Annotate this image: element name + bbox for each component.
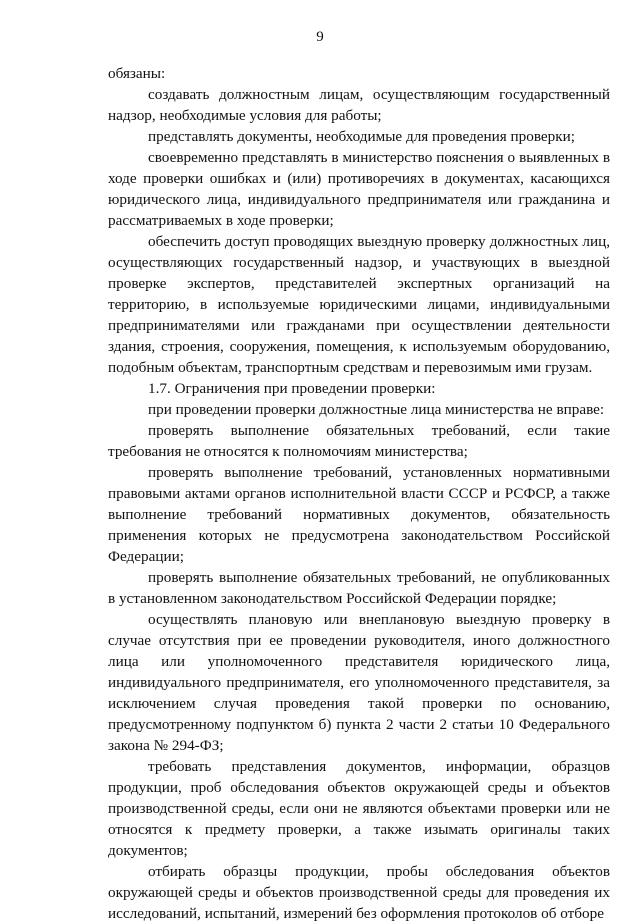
paragraph: проверять выполнение требований, установленных нормативными правовыми актами органов исполнительной власти СССР и РСФСР, а также выполнение требований нормативных документов, обязательность применения которых не предусмотрена законодательством Российской Федерации; [108,464,610,565]
paragraph: требовать представления документов, информации, образцов продукции, проб обследования объектов окружающей среды и объектов производственной среды, если они не являются объектами проверки или не относятся к предмету проверки, а также изымать оригиналы таких документов; [108,758,610,859]
paragraph: обеспечить доступ проводящих выездную проверку должностных лиц, осуществляющих государственный надзор, и участвующих в выездной проверке экспертов, представителей экспертных организаций на территорию, в используемые юридическими лицами, индивидуальными предпринимателями или гражданами при осуществлении деятельности здания, строения, сооружения, помещения, к используемым оборудованию, подобным объектам, транспортным средствам и перевозимым ими грузам. [108,233,610,376]
paragraph: осуществлять плановую или внеплановую выездную проверку в случае отсутствия при ее проведении руководителя, иного должностного лица или уполномоченного представителя юридического лица, индивидуального предпринимателя, его уполномоченного представителя, за исключением случая проведения такой проверки по основанию, предусмотренному подпунктом б) пункта 2 части 2 статьи 10 Федерального закона № 294-ФЗ; [108,611,610,754]
page-number: 9 [316,29,324,45]
paragraph: своевременно представлять в министерство пояснения о выявленных в ходе проверки ошибках и (или) противоречиях в документах, касающихся юридического лица, индивидуального предпринимателя или гражданина и рассматриваемых в ходе проверки; [108,149,610,229]
paragraph: обязаны: [108,65,166,82]
document-body [108,63,610,924]
paragraph: при проведении проверки должностные лица министерства не вправе: [148,401,605,418]
paragraph: отбирать образцы продукции, пробы обследования объектов окружающей среды и объектов производственной среды для проведения их исследований, испытаний, измерений без оформления протоколов об отборе [108,863,610,922]
paragraph: проверять выполнение обязательных требований, если такие требования не относятся к полномочиям министерства; [108,422,610,460]
paragraph: создавать должностным лицам, осуществляющим государственный надзор, необходимые условия для работы; [108,86,610,124]
section-heading: 1.7. Ограничения при проведении проверки: [148,380,436,397]
paragraph: представлять документы, необходимые для проведения проверки; [148,128,575,145]
paragraph: проверять выполнение обязательных требований, не опубликованных в установленном законодательством Российской Федерации порядке; [108,569,610,607]
